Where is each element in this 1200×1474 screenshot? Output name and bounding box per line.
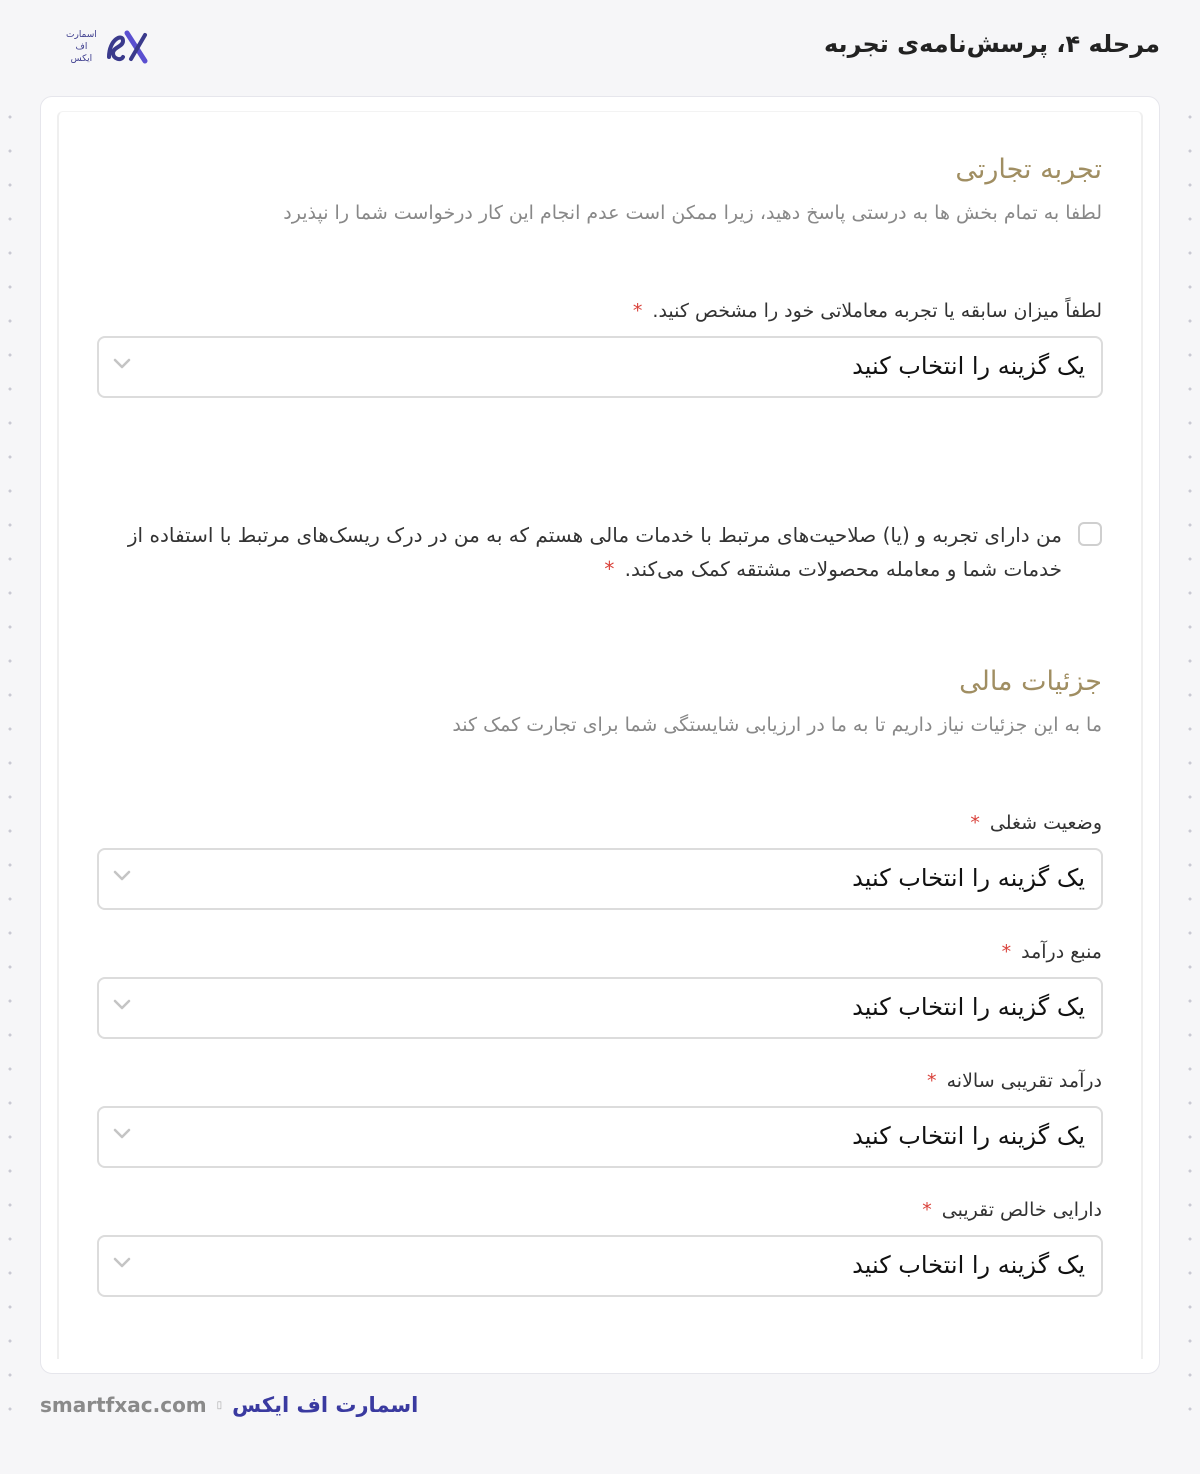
required-mark: * — [632, 300, 643, 322]
select-value: یک گزینه را انتخاب کنید — [852, 352, 1085, 380]
experience-confirm-checkbox[interactable] — [1078, 522, 1102, 546]
field-label-experience — [633, 300, 1102, 322]
field-label-employment-status — [970, 812, 1102, 834]
footer-url: smartfxac.com — [40, 1393, 207, 1417]
required-mark: * — [970, 812, 980, 834]
logo-line: اسمارت — [66, 30, 97, 40]
logo-line: ایکس — [70, 54, 93, 64]
required-mark: * — [604, 557, 615, 581]
smartfx-logo — [66, 24, 166, 70]
footer-separator: ▯ — [216, 1399, 223, 1411]
field-label-net-worth — [922, 1199, 1102, 1221]
chevron-down-icon — [111, 1251, 133, 1273]
page-header — [0, 0, 1200, 96]
select-value: یک گزینه را انتخاب کنید — [852, 864, 1085, 892]
field-label-income-source — [1002, 941, 1102, 963]
field-label-text: درآمد تقریبی سالانه — [946, 1070, 1102, 1092]
field-label-annual-income — [927, 1070, 1102, 1092]
footer-brand: اسمارت اف ایکس — [232, 1393, 419, 1417]
section-subtitle-financial-details: ما به این جزئیات نیاز داریم تا به ما در ارزیابی شایستگی شما برای تجارت کمک کند — [452, 714, 1102, 736]
income-source-select[interactable] — [97, 977, 1103, 1039]
chevron-down-icon — [111, 352, 133, 374]
section-title-financial-details: جزئیات مالی — [959, 666, 1102, 697]
section-title-trading-experience: تجربه تجارتی — [955, 154, 1102, 185]
field-label-text: لطفاً میزان سابقه یا تجربه معاملاتی خود را مشخص کنید. — [652, 300, 1102, 322]
required-mark: * — [922, 1199, 932, 1221]
page-footer — [40, 1390, 418, 1420]
annual-income-select[interactable] — [97, 1106, 1103, 1168]
select-value: یک گزینه را انتخاب کنید — [852, 993, 1085, 1021]
select-value: یک گزینه را انتخاب کنید — [852, 1251, 1085, 1279]
required-mark: * — [927, 1070, 937, 1092]
chevron-down-icon — [111, 993, 133, 1015]
decorative-dots-right — [1186, 100, 1194, 1440]
field-label-text: وضعیت شغلی — [989, 812, 1102, 834]
required-mark: * — [1001, 941, 1012, 963]
checkbox-label-text: من دارای تجربه و (یا) صلاحیت‌های مرتبط با خدمات مالی هستم که به من در درک ریسک‌های مرتبط با استفاده از خدمات شما و معامله محصولات مشتقه کمک می‌کند. — [127, 523, 1062, 581]
experience-select[interactable] — [97, 336, 1103, 398]
smartfx-logo-icon — [101, 27, 151, 67]
chevron-down-icon — [111, 864, 133, 886]
field-label-text: منبع درآمد — [1021, 941, 1102, 963]
section-subtitle-trading-experience: لطفا به تمام بخش ها به درستی پاسخ دهید، زیرا ممکن است عدم انجام این کار درخواست شما را نپذیرد — [283, 202, 1102, 224]
page-title: مرحله ۴، پرسش‌نامه‌ی تجربه — [824, 30, 1160, 58]
logo-wordmark — [66, 29, 97, 65]
employment-status-select[interactable] — [97, 848, 1103, 910]
net-worth-select[interactable] — [97, 1235, 1103, 1297]
select-value: یک گزینه را انتخاب کنید — [852, 1122, 1085, 1150]
logo-line: اف — [75, 42, 88, 52]
checkbox-label — [112, 518, 1062, 586]
field-label-text: دارایی خالص تقریبی — [941, 1199, 1102, 1221]
decorative-dots-left — [6, 100, 14, 1440]
chevron-down-icon — [111, 1122, 133, 1144]
